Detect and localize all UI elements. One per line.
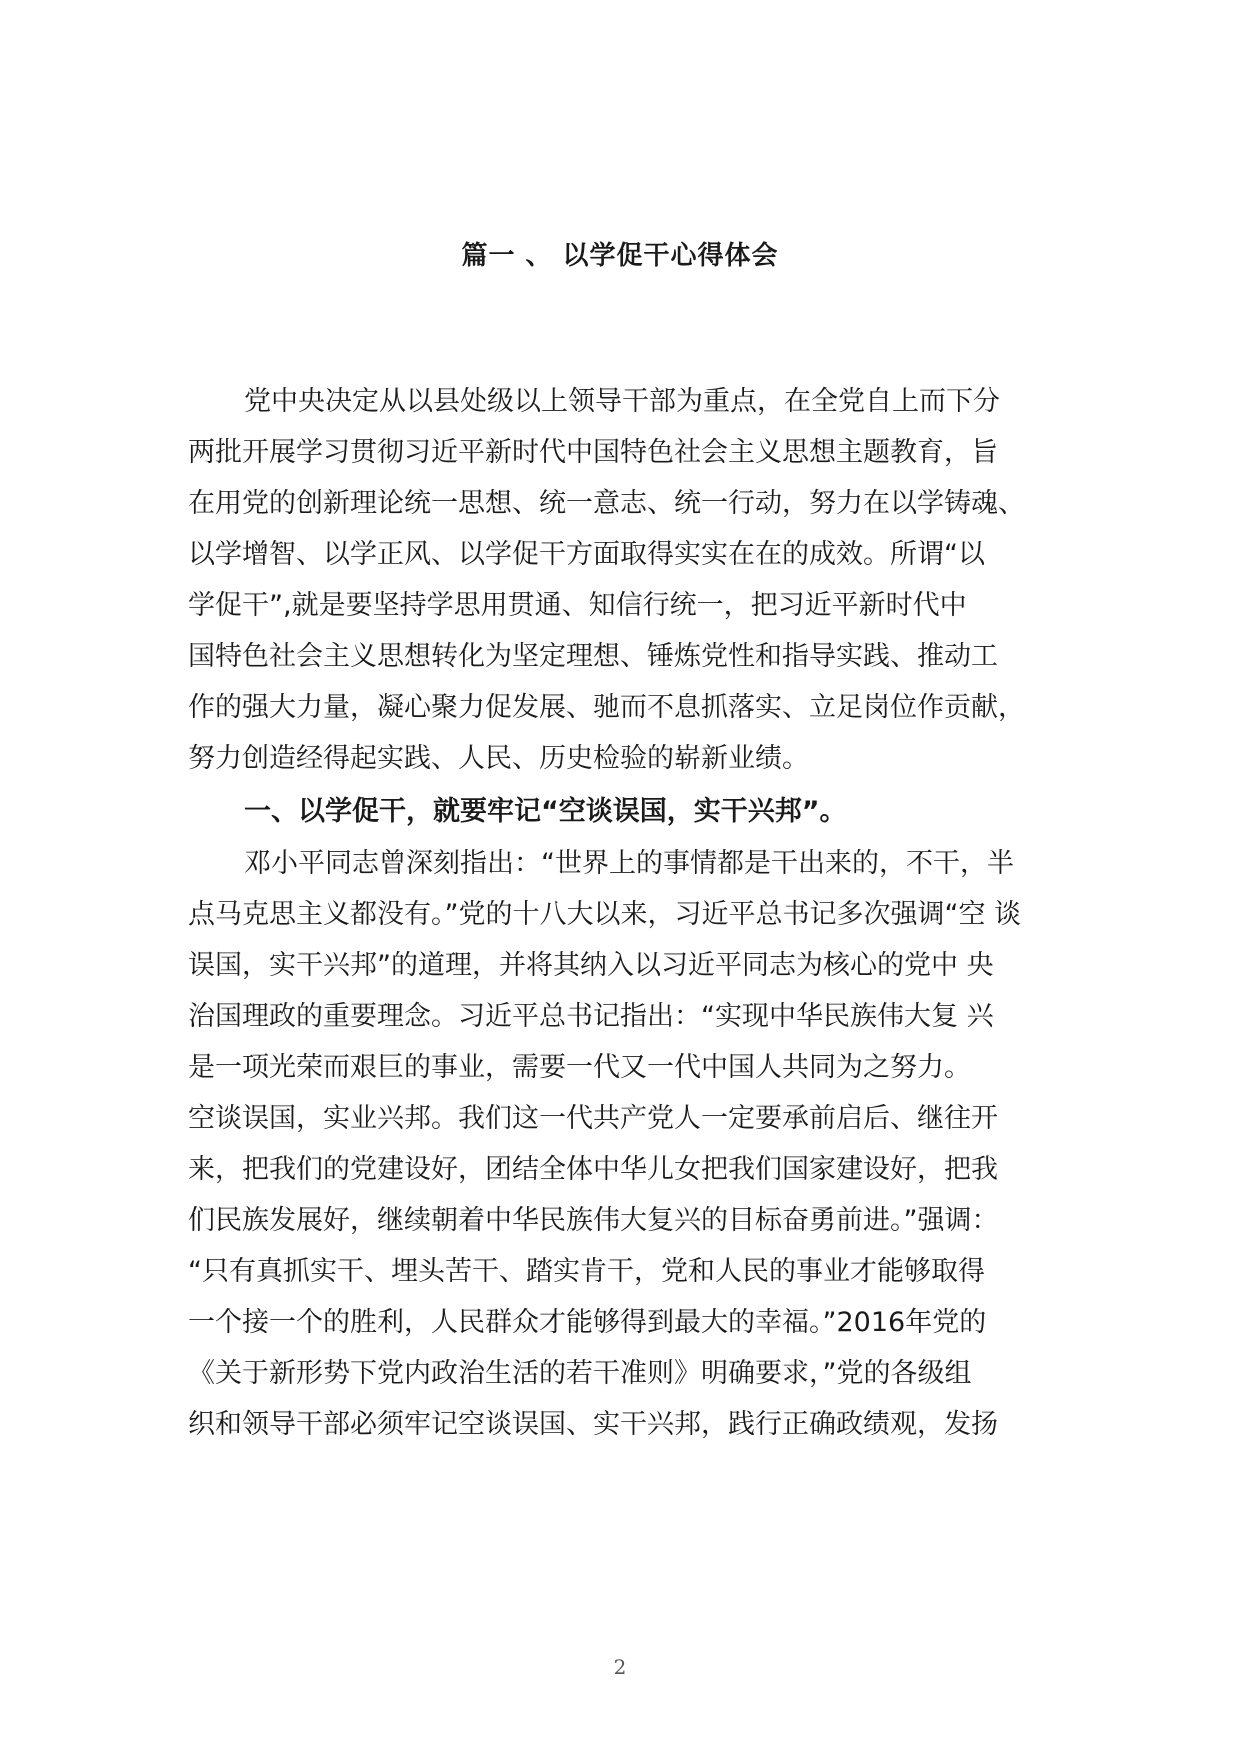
paragraph-line: 点马克思主义都没有。”党的十八大以来，习近平总书记多次强调“空 谈: [188, 899, 1022, 930]
paragraph-line: 误国，实干兴邦”的道理，并将其纳入以习近平同志为核心的党中 央: [188, 950, 994, 981]
paragraph-line: 邓小平同志曾深刻指出：“世界上的事情都是干出来的，不干，半: [244, 848, 1014, 879]
page-number: 2: [613, 1655, 627, 1679]
paragraph-line: 在用党的创新理论统一思想、统一意志、统一行动，努力在以学铸魂、: [188, 488, 1025, 519]
paragraph-line: 来，把我们的党建设好，团结全体中华儿女把我们国家建设好，把我: [188, 1154, 998, 1185]
paragraph-line: 两批开展学习贯彻习近平新时代中国特色社会主义思想主题教育，旨: [188, 437, 998, 468]
paragraph-line: 努力创造经得起实践、人民、历史检验的崭新业绩。: [188, 743, 809, 774]
paragraph-line: 国特色社会主义思想转化为坚定理想、锤炼党性和指导实践、推动工: [188, 641, 998, 672]
paragraph-line: 是一项光荣而艰巨的事业，需要一代又一代中国人共同为之努力。: [188, 1052, 971, 1083]
paragraph-line: 织和领导干部必须牢记空谈误国、实干兴邦，践行正确政绩观，发扬: [188, 1409, 998, 1440]
paragraph-line: “只有真抓实干、埋头苦干、踏实肯干，党和人民的事业才能够取得: [188, 1256, 985, 1287]
paragraph-line: 以学增智、以学正风、以学促干方面取得实实在在的成效。所谓“以: [188, 539, 985, 570]
paragraph-line: 作的强大力量，凝心聚力促发展、驰而不息抓落实、立足岗位作贡献，: [188, 692, 1025, 723]
paragraph-line: 一个接一个的胜利，人民群众才能够得到最大的幸福。”2016年党的: [188, 1307, 987, 1338]
section-heading: 一、以学促干，就要牢记“空谈误国，实干兴邦”。: [244, 796, 847, 827]
section-heading-block: [188, 786, 1058, 837]
paragraph-line: 空谈误国，实业兴邦。我们这一代共产党人一定要承前启后、继往开: [188, 1103, 998, 1134]
paragraph-line: 们民族发展好，继续朝着中华民族伟大复兴的目标奋勇前进。”强调：: [188, 1205, 999, 1236]
paragraph-line: 党中央决定从以县处级以上领导干部为重点，在全党自上而下分: [244, 386, 1000, 417]
paragraph-intro: [188, 376, 1058, 784]
paragraph-line: 《关于新形势下党内政治生活的若干准则》明确要求，”党的各级组: [188, 1358, 972, 1389]
paragraph-line: 学促干”,就是要坚持学思用贯通、知信行统一，把习近平新时代中: [188, 590, 967, 621]
document-title: 篇一 、 以学促干心得体会: [461, 241, 779, 271]
paragraph-line: 治国理政的重要理念。习近平总书记指出：“实现中华民族伟大复 兴: [188, 1001, 994, 1032]
paragraph-section-one: [188, 838, 1058, 1450]
